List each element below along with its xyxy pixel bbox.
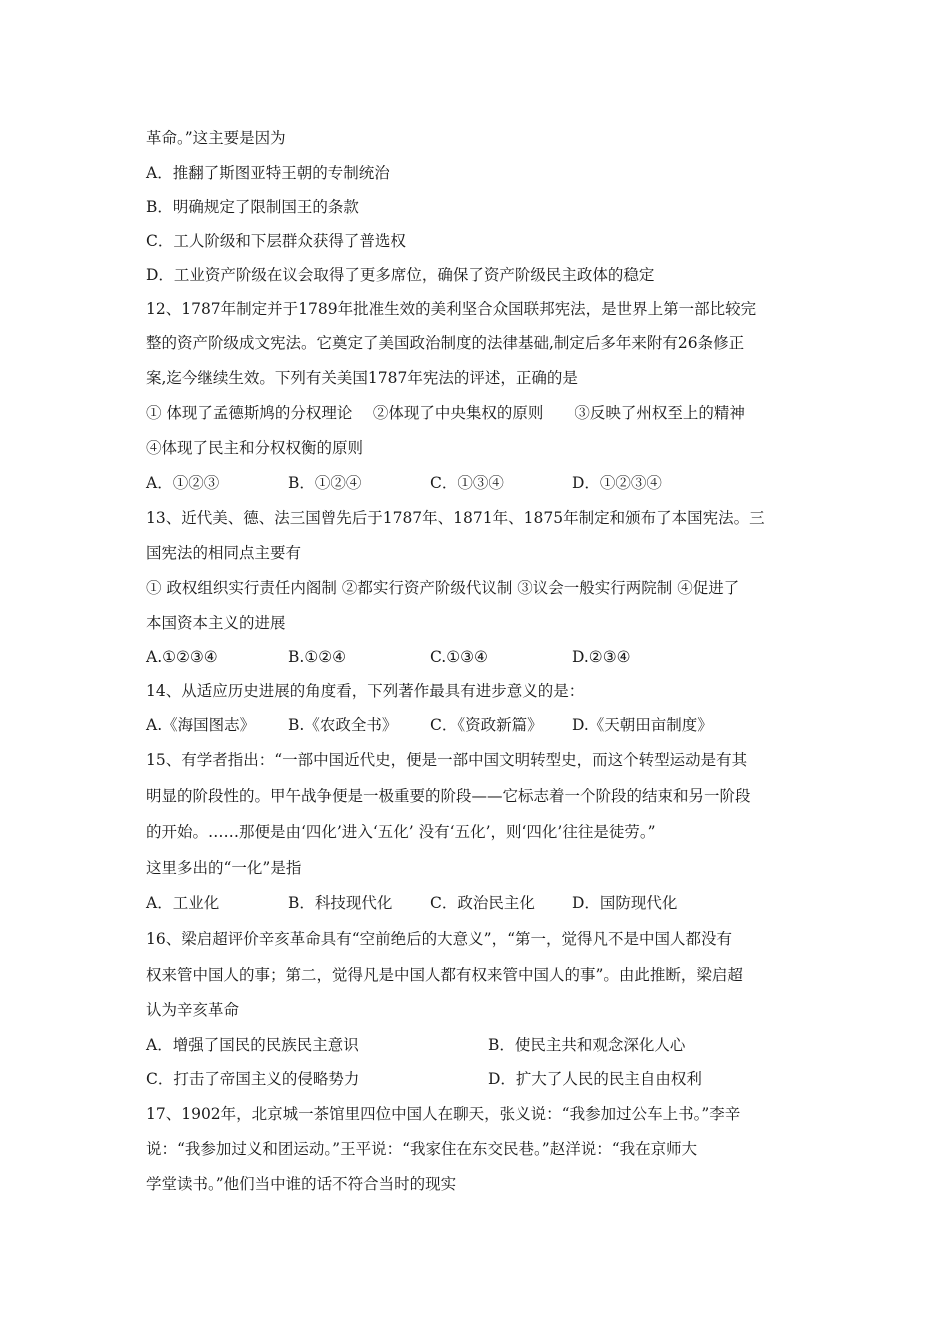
q17-stem-line2: 说：“我参加过义和团运动。”王平说：“我家住在东交民巷。”赵洋说：“我在京师大 [146,1140,698,1158]
q12-option-d: D．①②③④ [572,474,662,492]
q15-stem-line2: 明显的阶段性的。甲午战争便是一极重要的阶段——它标志着一个阶段的结束和另一阶段 [146,787,751,805]
q13-statements-line2: 本国资本主义的进展 [146,614,286,632]
q12-stem-line3: 案,迄今继续生效。下列有关美国1787年宪法的评述，正确的是 [146,369,578,387]
q12-option-c: C．①③④ [430,474,504,492]
q14-option-b: B.《农政全书》 [288,716,398,734]
q13-option-c: C.①③④ [430,648,488,666]
q12-option-a: A．①②③ [146,474,220,492]
q13-option-b: B.①②④ [288,648,347,666]
q11-option-c: C．工人阶级和下层群众获得了普选权 [146,232,406,250]
q17-stem-line1: 17、1902年，北京城一茶馆里四位中国人在聊天，张义说：“我参加过公车上书。”李辛 [146,1105,741,1123]
q13-option-d: D.②③④ [572,648,631,666]
q16-option-a: A．增强了国民的民族民主意识 [146,1036,359,1054]
q12-statements-line1: ① 体现了孟德斯鸠的分权理论 ②体现了中央集权的原则 ③反映了州权至上的精神 [146,404,745,422]
q12-stem-line1: 12、1787年制定并于1789年批准生效的美利坚合众国联邦宪法，是世界上第一部比较完 [146,300,757,318]
q12-stem-line2: 整的资产阶级成文宪法。它奠定了美国政治制度的法律基础,制定后多年来附有26条修正 [146,334,745,352]
q11-option-d: D．工业资产阶级在议会取得了更多席位，确保了资产阶级民主政体的稳定 [146,266,655,284]
q15-stem-line4: 这里多出的“一化”是指 [146,859,302,877]
q15-option-d: D．国防现代化 [572,894,678,912]
q16-stem-line1: 16、梁启超评价辛亥革命具有“空前绝后的大意义”，“第一，觉得凡不是中国人都没有 [146,930,732,948]
q16-option-d: D．扩大了人民的民主自由权利 [488,1070,702,1088]
q16-option-c: C．打击了帝国主义的侵略势力 [146,1070,360,1088]
q11-stem-end: 革命。”这主要是因为 [146,129,286,147]
q12-statements-line2: ④体现了民主和分权权衡的原则 [146,439,364,457]
q13-stem-line1: 13、近代美、德、法三国曾先后于1787年、1871年、1875年制定和颁布了本国宪法。三 [146,509,765,527]
q12-option-b: B．①②④ [288,474,362,492]
q13-option-a: A.①②③④ [146,648,218,666]
q14-option-a: A.《海国图志》 [146,716,256,734]
q15-option-b: B．科技现代化 [288,894,393,912]
q15-stem-line1: 15、有学者指出：“一部中国近代史，便是一部中国文明转型史，而这个转型运动是有其 [146,751,748,769]
q13-statements-line1: ① 政权组织实行责任内阁制 ②都实行资产阶级代议制 ③议会一般实行两院制 ④促进了 [146,579,740,597]
q14-option-c: C．《资政新篇》 [430,716,543,734]
q15-option-c: C．政治民主化 [430,894,535,912]
q16-stem-line3: 认为辛亥革命 [146,1001,240,1019]
q15-stem-line3: 的开始。……那便是由‘四化’进入‘五化’ 没有‘五化’，则‘四化’往往是徒劳。” [146,823,656,841]
q14-stem: 14、从适应历史进展的角度看，下列著作最具有进步意义的是： [146,682,585,700]
q16-option-b: B．使民主共和观念深化人心 [488,1036,686,1054]
q11-option-a: A．推翻了斯图亚特王朝的专制统治 [146,164,390,182]
q11-option-b: B．明确规定了限制国王的条款 [146,198,359,216]
q17-stem-line3: 学堂读书。”他们当中谁的话不符合当时的现实 [146,1175,457,1193]
q14-option-d: D.《天朝田亩制度》 [572,716,713,734]
q15-option-a: A．工业化 [146,894,220,912]
q13-stem-line2: 国宪法的相同点主要有 [146,544,302,562]
q16-stem-line2: 权来管中国人的事；第二，觉得凡是中国人都有权来管中国人的事”。由此推断，梁启超 [146,966,743,984]
